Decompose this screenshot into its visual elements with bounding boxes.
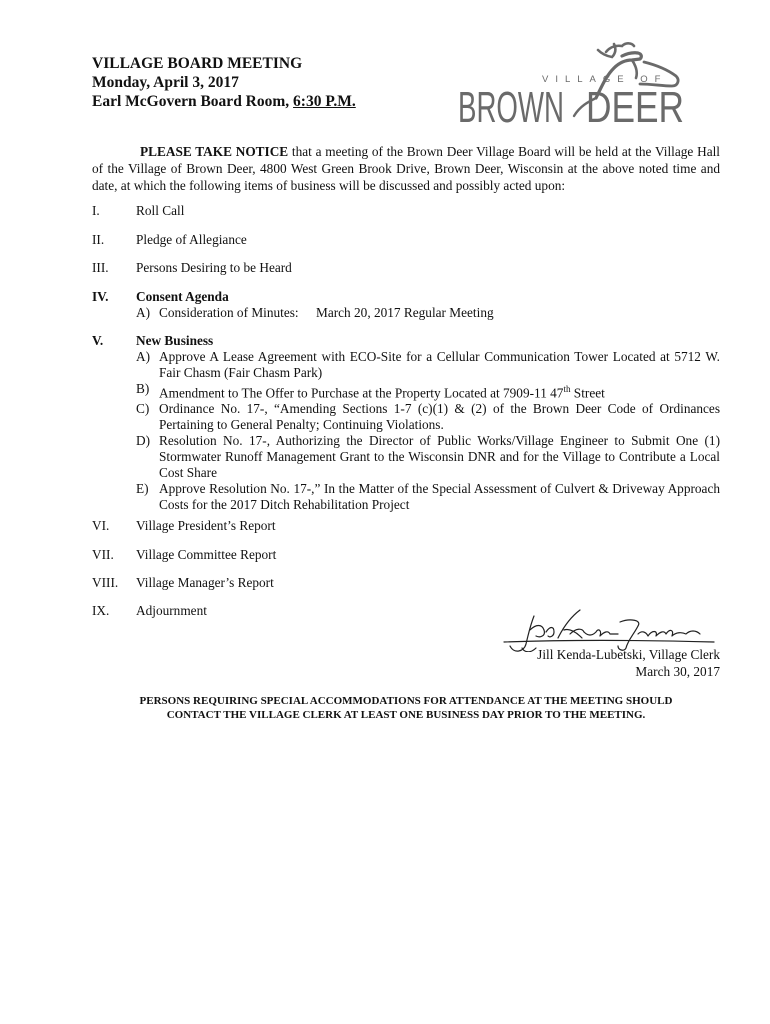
meeting-date: Monday, April 3, 2017: [92, 74, 239, 91]
agenda-item-title: New Business: [136, 333, 214, 348]
new-business-subitem-d: [136, 433, 720, 481]
new-business-subitem-e: [136, 481, 720, 513]
accommodations-notice: [92, 694, 720, 722]
new-business-subitem-a: [136, 349, 720, 381]
subitem-letter: A): [136, 349, 151, 364]
subitem-letter: E): [136, 481, 149, 497]
agenda-item-title: Village Committee Report: [136, 547, 277, 562]
meeting-room: Earl McGovern Board Room,: [92, 93, 294, 110]
clerk-name: Jill Kenda-Lubetski, Village Clerk: [537, 647, 720, 662]
minutes-date: March 20, 2017 Regular Meeting: [316, 305, 494, 320]
ordinal-suffix: th: [563, 384, 571, 394]
agenda-item-title: Village Manager’s Report: [136, 575, 274, 590]
agenda-item-number: VI.: [92, 518, 110, 533]
agenda-item-title: Adjournment: [136, 603, 207, 618]
new-business-subitems: [136, 349, 720, 513]
subitem-letter: C): [136, 401, 150, 417]
meeting-time: 6:30 P.M.: [293, 93, 356, 110]
subitem-text: [159, 381, 720, 401]
agenda-item-number: II.: [92, 232, 105, 247]
new-business-subitem-c: [136, 401, 720, 433]
agenda-item-number: III.: [92, 260, 109, 275]
accommodations-line-2: CONTACT THE VILLAGE CLERK AT LEAST ONE BUSINESS DAY PRIOR TO THE MEETING.: [166, 709, 646, 721]
subitem-text: Ordinance No. 17-, “Amending Sections 1-7 (c)(1) & (2) of the Brown Deer Code of Ordinances Pertaining to General Penalty; Continuing Violations.: [159, 401, 720, 433]
agenda-item-number: VII.: [92, 547, 114, 562]
subitem-text: Resolution No. 17-, Authorizing the Director of Public Works/Village Engineer to Submit One (1) Stormwater Runoff Management Grant to the Wisconsin DNR and for the Village to Contribute a Local Cost Share: [159, 433, 720, 481]
consent-subitem-a: [136, 305, 720, 321]
accommodations-line-1: PERSONS REQUIRING SPECIAL ACCOMMODATIONS FOR ATTENDANCE AT THE MEETING SHOULD: [139, 695, 673, 707]
brown-deer-logo: [456, 42, 688, 126]
consent-subitems: [136, 305, 720, 321]
signature-date: March 30, 2017: [635, 664, 720, 679]
meeting-title: VILLAGE BOARD MEETING: [92, 55, 303, 72]
minutes-label: Consideration of Minutes:: [159, 305, 299, 320]
meeting-location: [92, 92, 356, 111]
subitem-text: Approve Resolution No. 17-,” In the Matter of the Special Assessment of Culvert & Driveway Approach Costs for the 2017 Ditch Rehabilitation Project: [159, 481, 720, 513]
agenda-item-title: Village President’s Report: [136, 518, 276, 533]
notice-paragraph: [92, 143, 720, 194]
subitem-letter: D): [136, 433, 151, 449]
logo-word-brown: BROWN: [458, 83, 564, 126]
agenda-item-number: IX.: [92, 603, 110, 618]
subitem-letter: B): [136, 381, 150, 396]
agenda-item-number: VIII.: [92, 575, 119, 590]
logo-word-deer: DEER: [586, 83, 684, 126]
agenda-item-title: Persons Desiring to be Heard: [136, 260, 292, 275]
meeting-header: [92, 54, 356, 111]
agenda-item-title: Consent Agenda: [136, 289, 229, 304]
agenda-item-title: Roll Call: [136, 203, 185, 218]
subitem-text-end: Street: [570, 385, 605, 401]
notice-lead: PLEASE TAKE NOTICE: [140, 144, 289, 159]
agenda-item-title: Pledge of Allegiance: [136, 232, 247, 247]
subitem-text-start: Amendment to The Offer to Purchase at the Property Located at 7909-11 47: [159, 385, 564, 401]
agenda-item-number: IV.: [92, 289, 109, 304]
agenda-item-number: I.: [92, 203, 100, 218]
subitem-text: Approve A Lease Agreement with ECO-Site for a Cellular Communication Tower Located at 5712 W. Fair Chasm (Fair Chasm Park): [159, 349, 720, 380]
subitem-letter: A): [136, 305, 151, 320]
handwritten-signature: [500, 608, 720, 652]
new-business-subitem-b: [136, 381, 720, 401]
notice-body: that a meeting of the Brown Deer Village Board will be held at the Village Hall of the Village of Brown Deer, 4800 West Green Brook Drive, Brown Deer, Wisconsin at the above noted time and date, at which the following items of business will be discussed and possibly acted upon:: [92, 144, 720, 193]
agenda-item-number: V.: [92, 333, 104, 348]
logo-small-text: VILLAGE OF: [542, 74, 668, 85]
signature-block: [500, 608, 720, 688]
